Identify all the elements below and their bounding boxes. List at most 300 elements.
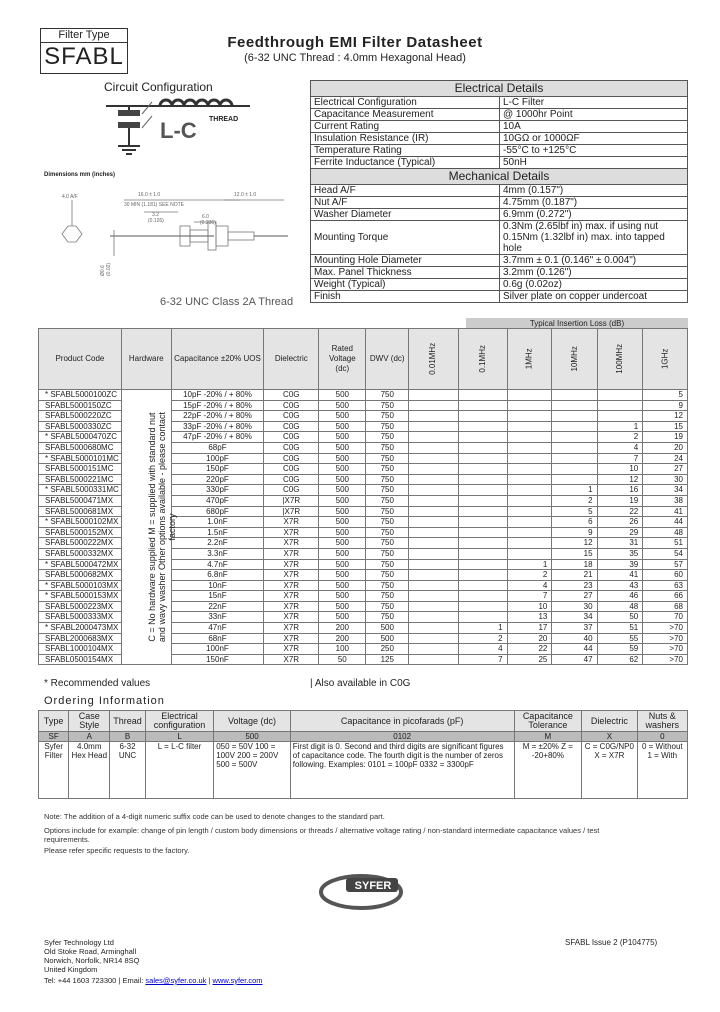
- insertion-loss-cell: 44: [552, 644, 597, 655]
- product-code: * SFABL5000103MX: [39, 580, 122, 591]
- spec-cell: 10pF -20% / + 80%: [171, 390, 264, 401]
- spec-cell: X7R: [264, 538, 319, 549]
- insertion-loss-cell: [458, 570, 507, 581]
- spec-cell: X7R: [264, 527, 319, 538]
- spec-cell: X7R: [264, 570, 319, 581]
- product-code: SFABL5000220ZC: [39, 411, 122, 422]
- insertion-loss-cell: [458, 548, 507, 559]
- spec-cell: 500: [319, 421, 366, 432]
- spec-cell: 33nF: [171, 612, 264, 623]
- insertion-loss-cell: 22: [597, 506, 643, 517]
- insertion-loss-cell: [552, 464, 597, 475]
- dimensions-label: Dimensions mm (inches): [44, 172, 116, 178]
- insertion-loss-cell: 9: [552, 527, 597, 538]
- ordering-cell: 0102: [290, 732, 514, 742]
- thread-label: THREAD: [209, 116, 239, 123]
- product-code: SFABL5000681MX: [39, 506, 122, 517]
- insertion-loss-cell: 20: [507, 633, 552, 644]
- insertion-loss-cell: 1: [458, 623, 507, 634]
- insertion-loss-cell: 2: [507, 570, 552, 581]
- insertion-loss-cell: 15: [643, 421, 688, 432]
- insertion-loss-cell: 27: [552, 591, 597, 602]
- insertion-loss-cell: 40: [552, 633, 597, 644]
- spec-cell: 750: [366, 548, 409, 559]
- dim-length-2: 12.0 ± 1.0: [234, 192, 257, 198]
- product-code: SFABL5000330ZC: [39, 421, 122, 432]
- spec-cell: X7R: [264, 633, 319, 644]
- ordering-cell: First digit is 0. Second and third digits are significant figures of capacitance code. The fourth digit is the number of zeros following. Examples: 0101 = 100pF 0332 = 3300pF: [290, 742, 514, 799]
- insertion-loss-cell: 44: [643, 517, 688, 528]
- spec-cell: 750: [366, 559, 409, 570]
- insertion-loss-cell: 48: [643, 527, 688, 538]
- insertion-loss-cell: [458, 485, 507, 496]
- table-header-row: [39, 329, 688, 390]
- insertion-loss-cell: 30: [552, 601, 597, 612]
- insertion-loss-cell: [409, 591, 459, 602]
- product-code: SFABL5000680MC: [39, 442, 122, 453]
- ordering-cell: Nuts & washers: [637, 711, 687, 732]
- spec-cell: 750: [366, 411, 409, 422]
- ordering-cell: X: [582, 732, 637, 742]
- insertion-loss-cell: 25: [507, 654, 552, 665]
- insertion-loss-cell: [552, 432, 597, 443]
- insertion-loss-cell: [409, 538, 459, 549]
- spec-cell: C0G: [264, 464, 319, 475]
- spec-cell: 100nF: [171, 644, 264, 655]
- spec-cell: 6.8nF: [171, 570, 264, 581]
- column-header: 0.1MHz: [458, 329, 507, 390]
- product-code: SFABL5000223MX: [39, 601, 122, 612]
- spec-cell: 200: [319, 623, 366, 634]
- insertion-loss-cell: [409, 633, 459, 644]
- footnote-1: Note: The addition of a 4-digit numeric suffix code can be used to denote changes to the standard part.: [44, 812, 385, 821]
- spec-cell: X7R: [264, 644, 319, 655]
- dim-thread-in: (0.236): [200, 220, 216, 226]
- ordering-cell: SF: [39, 732, 69, 742]
- spec-cell: 500: [319, 559, 366, 570]
- spec-cell: 750: [366, 453, 409, 464]
- insertion-loss-cell: 7: [597, 453, 643, 464]
- spec-cell: 47nF: [171, 623, 264, 634]
- column-header: Dielectric: [264, 329, 319, 390]
- insertion-loss-cell: 55: [597, 633, 643, 644]
- insertion-loss-cell: 12: [597, 474, 643, 485]
- table-row: Temperature Rating -55°C to +125°C: [311, 145, 688, 157]
- insertion-loss-cell: [409, 517, 459, 528]
- insertion-loss-cell: [552, 411, 597, 422]
- insertion-loss-cell: 7: [507, 591, 552, 602]
- insertion-loss-cell: >70: [643, 654, 688, 665]
- spec-cell: 500: [319, 474, 366, 485]
- insertion-loss-cell: [409, 580, 459, 591]
- insertion-loss-cell: [409, 548, 459, 559]
- spec-cell: |X7R: [264, 506, 319, 517]
- table-row: Max. Panel Thickness 3.2mm (0.126"): [311, 267, 688, 279]
- insertion-loss-cell: 16: [597, 485, 643, 496]
- product-code: SFABL5000152MX: [39, 527, 122, 538]
- insertion-loss-cell: [597, 400, 643, 411]
- spec-cell: X7R: [264, 601, 319, 612]
- spec-cell: 750: [366, 580, 409, 591]
- table-row: Weight (Typical) 0.6g (0.02oz): [311, 279, 688, 291]
- circuit-config-title: Circuit Configuration: [104, 80, 213, 94]
- ordering-cell: Electrical configuration: [145, 711, 213, 732]
- insertion-loss-cell: 30: [643, 474, 688, 485]
- insertion-loss-cell: [458, 517, 507, 528]
- insertion-loss-cell: [409, 442, 459, 453]
- insertion-loss-cell: 10: [507, 601, 552, 612]
- insertion-loss-cell: 9: [643, 400, 688, 411]
- insertion-loss-cell: 34: [552, 612, 597, 623]
- spec-cell: C0G: [264, 432, 319, 443]
- insertion-loss-cell: [507, 495, 552, 506]
- footnote-4: Please refer specific requests to the factory.: [44, 846, 190, 855]
- product-code: SFABL5000333MX: [39, 612, 122, 623]
- ordering-cell: Syfer Filter: [39, 742, 69, 799]
- column-header: Capacitance ±20% UOS: [171, 329, 264, 390]
- insertion-loss-cell: [552, 453, 597, 464]
- spec-cell: 200: [319, 633, 366, 644]
- product-code: * SFABL5000472MX: [39, 559, 122, 570]
- insertion-loss-cell: [409, 612, 459, 623]
- company-address: Syfer Technology Ltd Old Stoke Road, Arminghall Norwich, Norfolk, NR14 8SQ United Kingdom: [44, 938, 140, 974]
- product-code: SFABL5000682MX: [39, 570, 122, 581]
- insertion-loss-cell: [409, 421, 459, 432]
- spec-cell: |X7R: [264, 495, 319, 506]
- insertion-loss-cell: 38: [643, 495, 688, 506]
- insertion-loss-cell: [458, 464, 507, 475]
- spec-cell: 150nF: [171, 654, 264, 665]
- insertion-loss-cell: 35: [597, 548, 643, 559]
- insertion-loss-cell: [458, 453, 507, 464]
- spec-cell: 15nF: [171, 591, 264, 602]
- spec-cell: 500: [319, 570, 366, 581]
- insertion-loss-cell: [409, 411, 459, 422]
- insertion-loss-cell: 26: [597, 517, 643, 528]
- spec-cell: 750: [366, 442, 409, 453]
- ordering-title: Ordering Information: [44, 695, 165, 707]
- ordering-cell: Capacitance in picofarads (pF): [290, 711, 514, 732]
- insertion-loss-cell: 2: [597, 432, 643, 443]
- insertion-loss-cell: 41: [643, 506, 688, 517]
- spec-cell: 100pF: [171, 453, 264, 464]
- insertion-loss-cell: 19: [597, 495, 643, 506]
- insertion-loss-cell: [458, 591, 507, 602]
- insertion-loss-cell: [507, 517, 552, 528]
- spec-cell: 500: [319, 390, 366, 401]
- insertion-loss-cell: 63: [643, 580, 688, 591]
- insertion-loss-cell: 6: [552, 517, 597, 528]
- ordering-code-row: [39, 732, 688, 742]
- spec-cell: 750: [366, 527, 409, 538]
- spec-cell: 500: [319, 464, 366, 475]
- spec-cell: 330pF: [171, 485, 264, 496]
- dim-pin-dia-in: (0.02): [106, 262, 112, 276]
- insertion-loss-cell: 4: [458, 644, 507, 655]
- insertion-loss-cell: 18: [552, 559, 597, 570]
- spec-cell: 500: [319, 400, 366, 411]
- insertion-loss-cell: >70: [643, 623, 688, 634]
- dim-hex-af: 4.0 A/F: [62, 194, 78, 200]
- insertion-loss-title: Typical Insertion Loss (dB): [466, 318, 688, 330]
- insertion-loss-cell: [458, 506, 507, 517]
- insertion-loss-cell: [458, 411, 507, 422]
- spec-cell: 1.5nF: [171, 527, 264, 538]
- product-code: * SFABL2000473MX: [39, 623, 122, 634]
- insertion-loss-cell: 54: [643, 548, 688, 559]
- dim-body: 3.2: [152, 212, 159, 218]
- insertion-loss-cell: [409, 495, 459, 506]
- insertion-loss-cell: [409, 485, 459, 496]
- spec-cell: 750: [366, 474, 409, 485]
- insertion-loss-cell: [552, 442, 597, 453]
- spec-cell: 500: [319, 548, 366, 559]
- spec-cell: X7R: [264, 623, 319, 634]
- mechanical-drawing: [44, 186, 294, 294]
- cog-note: | Also available in C0G: [310, 678, 411, 689]
- spec-cell: 4.7nF: [171, 559, 264, 570]
- insertion-loss-cell: 4: [597, 442, 643, 453]
- spec-cell: 750: [366, 612, 409, 623]
- insertion-loss-cell: 46: [597, 591, 643, 602]
- table-row: Head A/F 4mm (0.157"): [311, 185, 688, 197]
- insertion-loss-cell: 22: [507, 644, 552, 655]
- insertion-loss-cell: [458, 527, 507, 538]
- spec-cell: C0G: [264, 390, 319, 401]
- ordering-cell: L = L-C filter: [145, 742, 213, 799]
- spec-cell: 750: [366, 517, 409, 528]
- column-header: 1GHz: [643, 329, 688, 390]
- ordering-cell: 0 = Without 1 = With: [637, 742, 687, 799]
- spec-cell: 150pF: [171, 464, 264, 475]
- column-header: Product Code: [39, 329, 122, 390]
- insertion-loss-cell: [458, 538, 507, 549]
- electrical-details-title: Electrical Details: [311, 81, 688, 97]
- spec-cell: 3.3nF: [171, 548, 264, 559]
- insertion-loss-cell: 5: [552, 506, 597, 517]
- dim-pin-dia: Ø0.6: [100, 265, 106, 276]
- ordering-cell: Type: [39, 711, 69, 732]
- dim-min-length: 30 MIN (1.181) SEE NOTE: [124, 202, 185, 208]
- insertion-loss-cell: 1: [597, 421, 643, 432]
- spec-cell: C0G: [264, 411, 319, 422]
- spec-cell: 500: [319, 411, 366, 422]
- insertion-loss-cell: 51: [597, 623, 643, 634]
- insertion-loss-cell: 21: [552, 570, 597, 581]
- insertion-loss-cell: 13: [507, 612, 552, 623]
- spec-cell: 500: [319, 591, 366, 602]
- filter-type-code: SFABL: [44, 43, 124, 70]
- spec-cell: 2.2nF: [171, 538, 264, 549]
- insertion-loss-cell: [409, 644, 459, 655]
- table-row: Finish Silver plate on copper undercoat: [311, 291, 688, 303]
- insertion-loss-cell: 47: [552, 654, 597, 665]
- website-link[interactable]: www.syfer.com: [212, 976, 263, 985]
- lc-label: L-C: [160, 118, 197, 143]
- syfer-logo: [316, 872, 406, 912]
- spec-cell: 500: [319, 580, 366, 591]
- insertion-loss-cell: [409, 601, 459, 612]
- insertion-loss-cell: 23: [552, 580, 597, 591]
- insertion-loss-cell: 10: [597, 464, 643, 475]
- spec-cell: X7R: [264, 580, 319, 591]
- spec-cell: 500: [319, 485, 366, 496]
- insertion-loss-cell: [552, 421, 597, 432]
- spec-cell: 500: [319, 612, 366, 623]
- spec-cell: 750: [366, 390, 409, 401]
- spec-cell: X7R: [264, 591, 319, 602]
- product-code: * SFABL5000153MX: [39, 591, 122, 602]
- mechanical-details-title: Mechanical Details: [311, 169, 688, 185]
- spec-cell: 750: [366, 432, 409, 443]
- insertion-loss-cell: 39: [597, 559, 643, 570]
- filter-type-label: Filter Type: [41, 29, 127, 43]
- spec-cell: C0G: [264, 453, 319, 464]
- dim-body-in: (0.126): [148, 218, 164, 224]
- spec-cell: 22nF: [171, 601, 264, 612]
- dim-thread: 6.0: [202, 214, 209, 220]
- thread-class-label: 6-32 UNC Class 2A Thread: [160, 296, 294, 308]
- ordering-cell: L: [145, 732, 213, 742]
- product-code: SFABL5000332MX: [39, 548, 122, 559]
- insertion-loss-cell: [458, 612, 507, 623]
- product-code: SFABL5000150ZC: [39, 400, 122, 411]
- insertion-loss-cell: 5: [643, 390, 688, 401]
- spec-cell: 125: [366, 654, 409, 665]
- dim-length-1: 16.0 ± 1.0: [138, 192, 161, 198]
- page-title: Feedthrough EMI Filter Datasheet: [227, 34, 483, 51]
- table-row: Nut A/F 4.75mm (0.187"): [311, 197, 688, 209]
- insertion-loss-cell: [507, 548, 552, 559]
- hardware-note: C = No hardware supplied M = supplied with standard nut and wavy washer Other options available - please contact factory: [147, 411, 177, 643]
- ordering-table: [38, 710, 688, 799]
- column-header: 10MHz: [552, 329, 597, 390]
- spec-cell: 250: [366, 644, 409, 655]
- insertion-loss-cell: 7: [458, 654, 507, 665]
- spec-cell: 750: [366, 421, 409, 432]
- spec-cell: C0G: [264, 421, 319, 432]
- insertion-loss-cell: [507, 506, 552, 517]
- insertion-loss-cell: [458, 432, 507, 443]
- insertion-loss-cell: 59: [597, 644, 643, 655]
- insertion-loss-cell: 27: [643, 464, 688, 475]
- insertion-loss-cell: [409, 400, 459, 411]
- insertion-loss-cell: [458, 442, 507, 453]
- spec-cell: 10nF: [171, 580, 264, 591]
- insertion-loss-cell: >70: [643, 633, 688, 644]
- ordering-cell: 6-32 UNC: [110, 742, 146, 799]
- ordering-header-row: [39, 711, 688, 732]
- product-code: SFABL5000151MC: [39, 464, 122, 475]
- insertion-loss-cell: 24: [643, 453, 688, 464]
- product-code: SFABL5000471MX: [39, 495, 122, 506]
- insertion-loss-cell: [597, 411, 643, 422]
- footnote-2: Options include for example: change of pin length / custom body dimensions or threads / alternative voltage rating / non-standard intermediate capacitance values / test: [44, 826, 600, 835]
- insertion-loss-cell: [597, 390, 643, 401]
- spec-cell: 750: [366, 400, 409, 411]
- spec-cell: X7R: [264, 559, 319, 570]
- insertion-loss-cell: [409, 654, 459, 665]
- spec-cell: 100: [319, 644, 366, 655]
- insertion-loss-cell: 34: [643, 485, 688, 496]
- ordering-cell: Capacitance Tolerance: [514, 711, 582, 732]
- table-row: Current Rating 10A: [311, 121, 688, 133]
- column-header: 100MHz: [597, 329, 643, 390]
- insertion-loss-cell: [409, 474, 459, 485]
- spec-cell: 750: [366, 570, 409, 581]
- insertion-loss-cell: [507, 538, 552, 549]
- insertion-loss-cell: [552, 400, 597, 411]
- spec-cell: C0G: [264, 400, 319, 411]
- insertion-loss-cell: 57: [643, 559, 688, 570]
- insertion-loss-cell: [458, 580, 507, 591]
- table-row: Electrical Configuration L-C Filter: [311, 97, 688, 109]
- filter-type-box: [40, 28, 128, 74]
- insertion-loss-cell: [507, 432, 552, 443]
- spec-cell: 470pF: [171, 495, 264, 506]
- insertion-loss-cell: 17: [507, 623, 552, 634]
- email-link[interactable]: sales@syfer.co.uk: [145, 976, 207, 985]
- spec-cell: 500: [366, 623, 409, 634]
- table-row: Mounting Hole Diameter 3.7mm ± 0.1 (0.146" ± 0.004"): [311, 255, 688, 267]
- spec-cell: 47pF -20% / + 80%: [171, 432, 264, 443]
- spec-cell: 33pF -20% / + 80%: [171, 421, 264, 432]
- product-code: SFABL5000222MX: [39, 538, 122, 549]
- column-header: 1MHz: [507, 329, 552, 390]
- insertion-loss-cell: [409, 453, 459, 464]
- svg-text:SYFER: SYFER: [354, 880, 392, 892]
- insertion-loss-cell: [409, 464, 459, 475]
- insertion-loss-cell: [507, 421, 552, 432]
- ordering-cell: M = ±20% Z = -20+80%: [514, 742, 582, 799]
- column-header: Rated Voltage (dc): [319, 329, 366, 390]
- product-code: SFABL0500154MX: [39, 654, 122, 665]
- spec-cell: C0G: [264, 442, 319, 453]
- spec-cell: 750: [366, 591, 409, 602]
- insertion-loss-cell: [507, 453, 552, 464]
- spec-cell: 750: [366, 601, 409, 612]
- insertion-loss-cell: 41: [597, 570, 643, 581]
- insertion-loss-cell: 1: [507, 559, 552, 570]
- ordering-cell: 4.0mm Hex Head: [69, 742, 110, 799]
- spec-cell: 500: [319, 527, 366, 538]
- spec-cell: 68pF: [171, 442, 264, 453]
- product-code: SFABL2000683MX: [39, 633, 122, 644]
- table-row: Insulation Resistance (IR) 10GΩ or 1000ΩF: [311, 133, 688, 145]
- product-code: SFABL1000104MX: [39, 644, 122, 655]
- insertion-loss-cell: [507, 411, 552, 422]
- insertion-loss-cell: [409, 390, 459, 401]
- spec-cell: 50: [319, 654, 366, 665]
- insertion-loss-cell: 60: [643, 570, 688, 581]
- spec-cell: C0G: [264, 485, 319, 496]
- spec-cell: 15pF -20% / + 80%: [171, 400, 264, 411]
- spec-cell: 680pF: [171, 506, 264, 517]
- spec-cell: C0G: [264, 474, 319, 485]
- ordering-detail-row: [39, 742, 688, 799]
- insertion-loss-cell: 31: [597, 538, 643, 549]
- spec-cell: 500: [319, 432, 366, 443]
- insertion-loss-cell: 70: [643, 612, 688, 623]
- spec-cell: 750: [366, 464, 409, 475]
- insertion-loss-cell: 43: [597, 580, 643, 591]
- insertion-loss-cell: [507, 485, 552, 496]
- insertion-loss-cell: 4: [507, 580, 552, 591]
- product-code: * SFABL5000102MX: [39, 517, 122, 528]
- insertion-loss-cell: [507, 527, 552, 538]
- insertion-loss-cell: [458, 400, 507, 411]
- spec-cell: 1.0nF: [171, 517, 264, 528]
